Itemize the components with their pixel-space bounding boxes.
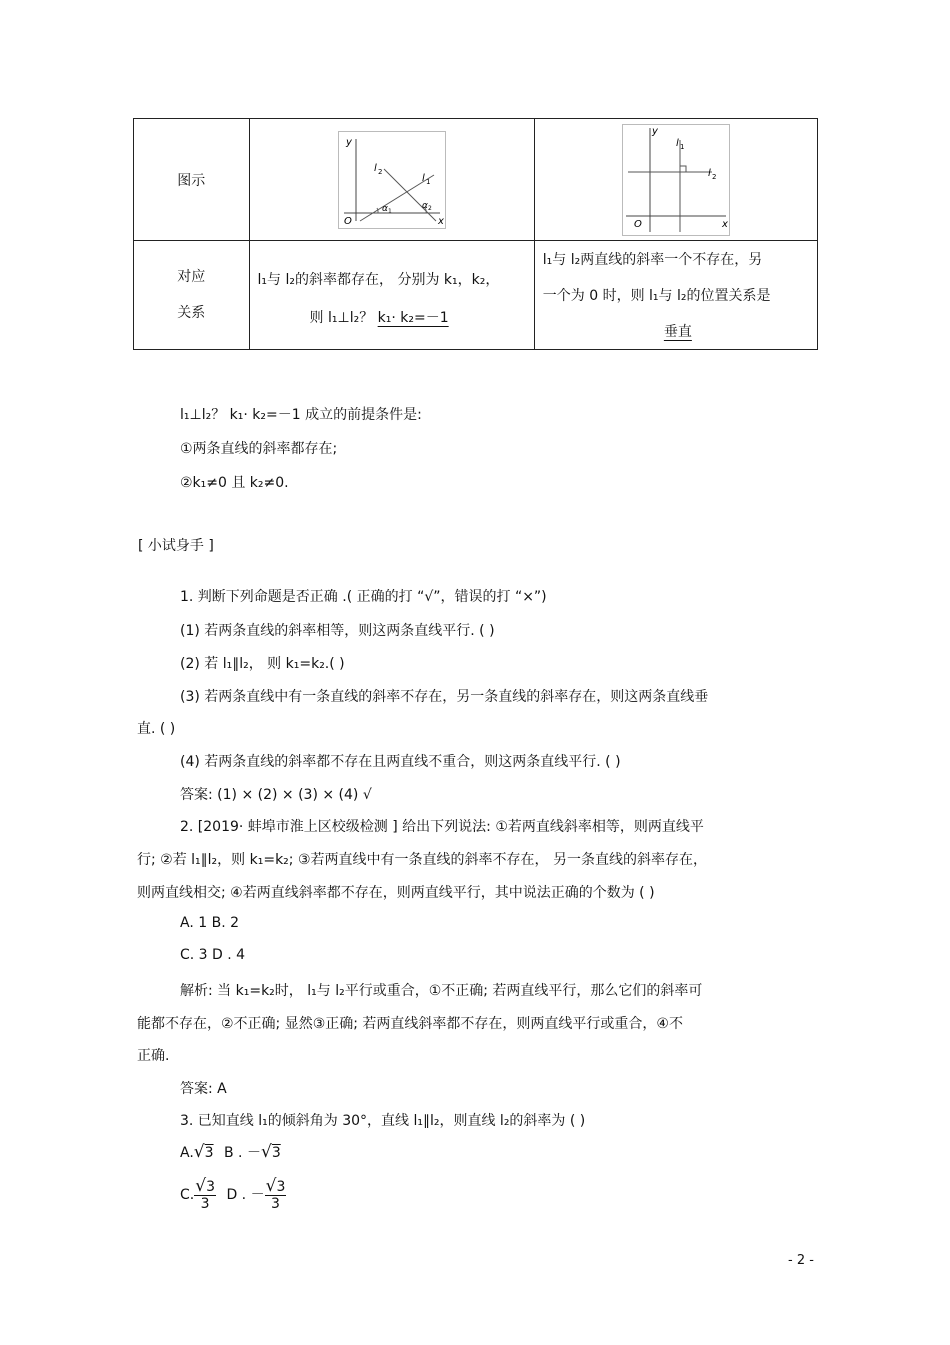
- figure-intersecting-lines: [338, 131, 446, 229]
- q2-analysis-3: 正确.: [137, 1048, 170, 1064]
- relation-answer-underlined: k₁· k₂=－1: [377, 310, 449, 326]
- q2-options-cd: C. 3 D . 4: [180, 947, 246, 963]
- q3-option-a-label: A.: [180, 1145, 194, 1161]
- row-label-figure: 图示: [134, 119, 250, 241]
- q2-analysis-1: 解析: 当 k₁=k₂时， l₁与 l₂平行或重合，①不正确; 若两直线平行，那么它们的斜率可: [180, 983, 703, 999]
- q3-option-a-value: 3: [204, 1145, 214, 1161]
- l1-label: l: [421, 172, 425, 184]
- sqrt-icon: √: [265, 1176, 277, 1196]
- x-label: x: [721, 218, 728, 230]
- note-line-1: l₁⊥l₂？ k₁· k₂=－1 成立的前提条件是:: [180, 407, 422, 423]
- figure-cell-slope-undefined: [534, 119, 817, 241]
- q2-answer: 答案: A: [180, 1081, 227, 1097]
- l1-label: l: [675, 137, 679, 149]
- relation-text-line1: l₁与 l₂的斜率都存在， 分别为 k₁，k₂，: [257, 272, 500, 288]
- q1-stem: 1. 判断下列命题是否正确 .( 正确的打 “√”，错误的打 “×”): [180, 589, 547, 605]
- relation-answer-underlined: 垂直: [663, 324, 692, 340]
- section-title: [ 小试身手 ]: [138, 538, 214, 554]
- sqrt-icon: √: [193, 1142, 205, 1162]
- note-line-2: ①两条直线的斜率都存在;: [180, 441, 338, 457]
- l2-label: l: [707, 167, 711, 179]
- q3-options-cd: [180, 1178, 286, 1212]
- l2-subscript: 2: [711, 172, 717, 181]
- q2-line-1: 2. [2019· 蚌埠市淮上区校级检测 ] 给出下列说法: ①若两直线斜率相等，则两直线平: [180, 819, 704, 835]
- row-label-relation-b: 关系: [177, 305, 206, 321]
- q3-option-c-fraction: [194, 1178, 216, 1212]
- origin-label: O: [633, 218, 642, 230]
- q3-option-d-label: D . －: [226, 1187, 265, 1203]
- alpha2-subscript: 2: [427, 204, 432, 212]
- q3-options-ab: [180, 1142, 281, 1162]
- q3-option-d-fraction: [265, 1178, 287, 1212]
- origin-label: O: [343, 215, 352, 227]
- q1-statement-3a: (3) 若两条直线中有一条直线的斜率不存在，另一条直线的斜率存在，则这两条直线垂: [180, 689, 709, 705]
- y-label: y: [651, 125, 658, 137]
- note-line-3: ②k₁≠0 且 k₂≠0.: [180, 475, 289, 491]
- sqrt-icon: √: [260, 1142, 272, 1162]
- x-label: x: [437, 215, 444, 227]
- q1-statement-2: (2) 若 l₁∥l₂， 则 k₁=k₂.( ): [180, 656, 345, 672]
- q3-option-b-value: 3: [271, 1145, 281, 1161]
- q1-statement-1: (1) 若两条直线的斜率相等，则这两条直线平行. ( ): [180, 623, 495, 639]
- relation-text-line2-pre: 则 l₁⊥l₂？: [309, 310, 378, 326]
- q1-statement-3b: 直. ( ): [137, 721, 176, 737]
- q3-option-c-label: C.: [180, 1187, 195, 1203]
- q2-line-3: 则两直线相交; ④若两直线斜率都不存在，则两直线平行，其中说法正确的个数为 ( ): [137, 885, 655, 901]
- fraction-numerator: 3: [206, 1179, 215, 1195]
- l2-label: l: [373, 162, 377, 174]
- figure-cell-slopes-exist: [249, 119, 534, 241]
- relation-cell-slopes-exist: [249, 241, 534, 350]
- q1-answer: 答案: (1) × (2) × (3) × (4) √: [180, 787, 372, 803]
- comparison-table: [133, 118, 818, 350]
- fraction-numerator: 3: [276, 1179, 286, 1195]
- relation-text-line2: 一个为 0 时，则 l₁与 l₂的位置关系是: [542, 288, 771, 304]
- l1-subscript: 1: [425, 177, 431, 186]
- alpha1-subscript: 1: [387, 207, 392, 215]
- page-number: - 2 -: [788, 1253, 814, 1268]
- figure-perpendicular-lines: [622, 124, 730, 236]
- l2-subscript: 2: [377, 167, 383, 176]
- relation-text-line1: l₁与 l₂两直线的斜率一个不存在，另: [542, 252, 763, 268]
- row-label-relation: [134, 241, 250, 350]
- q2-analysis-2: 能都不存在，②不正确; 显然③正确; 若两直线斜率都不存在，则两直线平行或重合，④不: [137, 1016, 683, 1032]
- q3-stem: 3. 已知直线 l₁的倾斜角为 30°，直线 l₁∥l₂，则直线 l₂的斜率为 ( ): [180, 1113, 586, 1129]
- sqrt-icon: √: [195, 1176, 207, 1196]
- q2-line-2: 行; ②若 l₁∥l₂，则 k₁=k₂; ③若两直线中有一条直线的斜率不存在， 另一条直线的斜率存在，: [137, 852, 707, 868]
- q2-options-ab: A. 1 B. 2: [180, 915, 240, 931]
- q1-statement-4: (4) 若两条直线的斜率都不存在且两直线不重合，则这两条直线平行. ( ): [180, 754, 621, 770]
- alpha2-label: α: [421, 200, 428, 211]
- fraction-denominator: 3: [200, 1196, 210, 1212]
- y-label: y: [345, 136, 352, 148]
- alpha1-label: α: [381, 203, 388, 214]
- row-label-relation-a: 对应: [177, 269, 206, 285]
- right-angle-mark: [680, 166, 686, 172]
- relation-cell-slope-undefined: [534, 241, 817, 350]
- relation-text-line2: [250, 295, 534, 333]
- q3-option-b-label: B . －: [224, 1145, 261, 1161]
- fraction-denominator: 3: [271, 1196, 280, 1212]
- l1-subscript: 1: [679, 142, 685, 151]
